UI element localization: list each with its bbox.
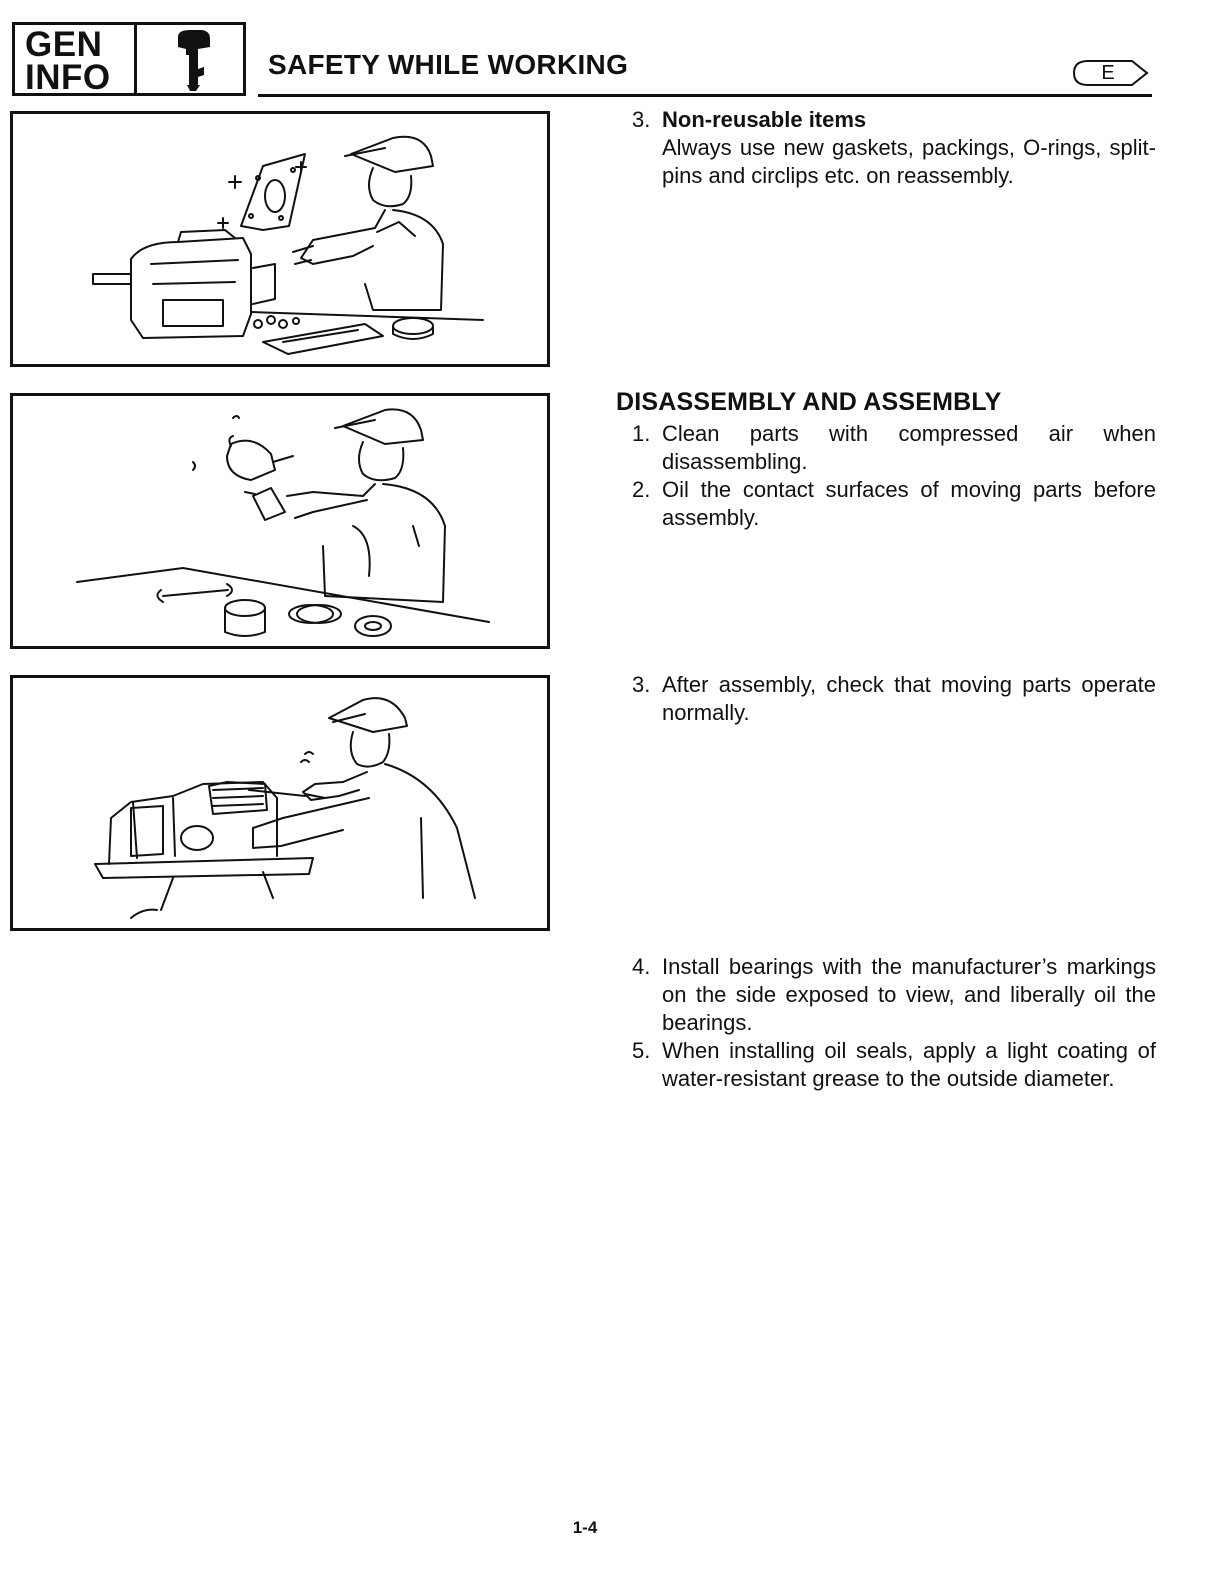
gen-info-badge [12, 22, 246, 96]
list-item [632, 106, 1156, 190]
item-number: 3. [632, 672, 651, 697]
figure-non-reusable-items [10, 111, 550, 367]
list-item [632, 420, 1156, 476]
item-number: 2. [632, 477, 651, 502]
list-item [632, 476, 1156, 532]
badge-line-gen: GEN [25, 25, 103, 64]
item-text: After assembly, check that moving parts operate normally. [662, 672, 1156, 725]
item-text: Oil the contact surfaces of moving parts before assembly. [662, 477, 1156, 530]
page-number: 1-4 [572, 1518, 598, 1537]
language-badge [1070, 58, 1150, 88]
disassembly-list-part3 [632, 953, 1156, 1093]
item-number: 5. [632, 1038, 651, 1063]
item-text: Clean parts with compressed air when disassembling. [662, 421, 1156, 474]
header-rule [258, 94, 1152, 97]
figure-oiling-parts [10, 393, 550, 649]
disassembly-list-part1 [632, 420, 1156, 532]
badge-line-info: INFO [25, 58, 111, 97]
language-code: E [1101, 62, 1115, 84]
non-reusable-items-block [632, 106, 1156, 190]
item-text: When installing oil seals, apply a light coating of water-resistant grease to the outside diameter. [662, 1038, 1156, 1091]
page-title: SAFETY WHILE WORKING [268, 49, 629, 80]
figure-checking-assembly [10, 675, 550, 931]
section-heading: DISASSEMBLY AND ASSEMBLY [616, 388, 1002, 416]
item-number: 1. [632, 421, 651, 446]
badge-label [15, 25, 137, 97]
disassembly-list-part2 [632, 671, 1156, 727]
item-number: 4. [632, 954, 651, 979]
list-item [632, 671, 1156, 727]
list-item [632, 953, 1156, 1037]
item-text: Install bearings with the manufacturer’s markings on the side exposed to view, and liberally oil the bearings. [662, 954, 1156, 1035]
item-number: 3. [632, 107, 651, 132]
outboard-motor-icon [140, 25, 243, 93]
item-title: Non-reusable items [662, 107, 867, 132]
item-text: Always use new gaskets, packings, O-rings, split-pins and circlips etc. on reassembly. [662, 135, 1156, 188]
list-item [632, 1037, 1156, 1093]
